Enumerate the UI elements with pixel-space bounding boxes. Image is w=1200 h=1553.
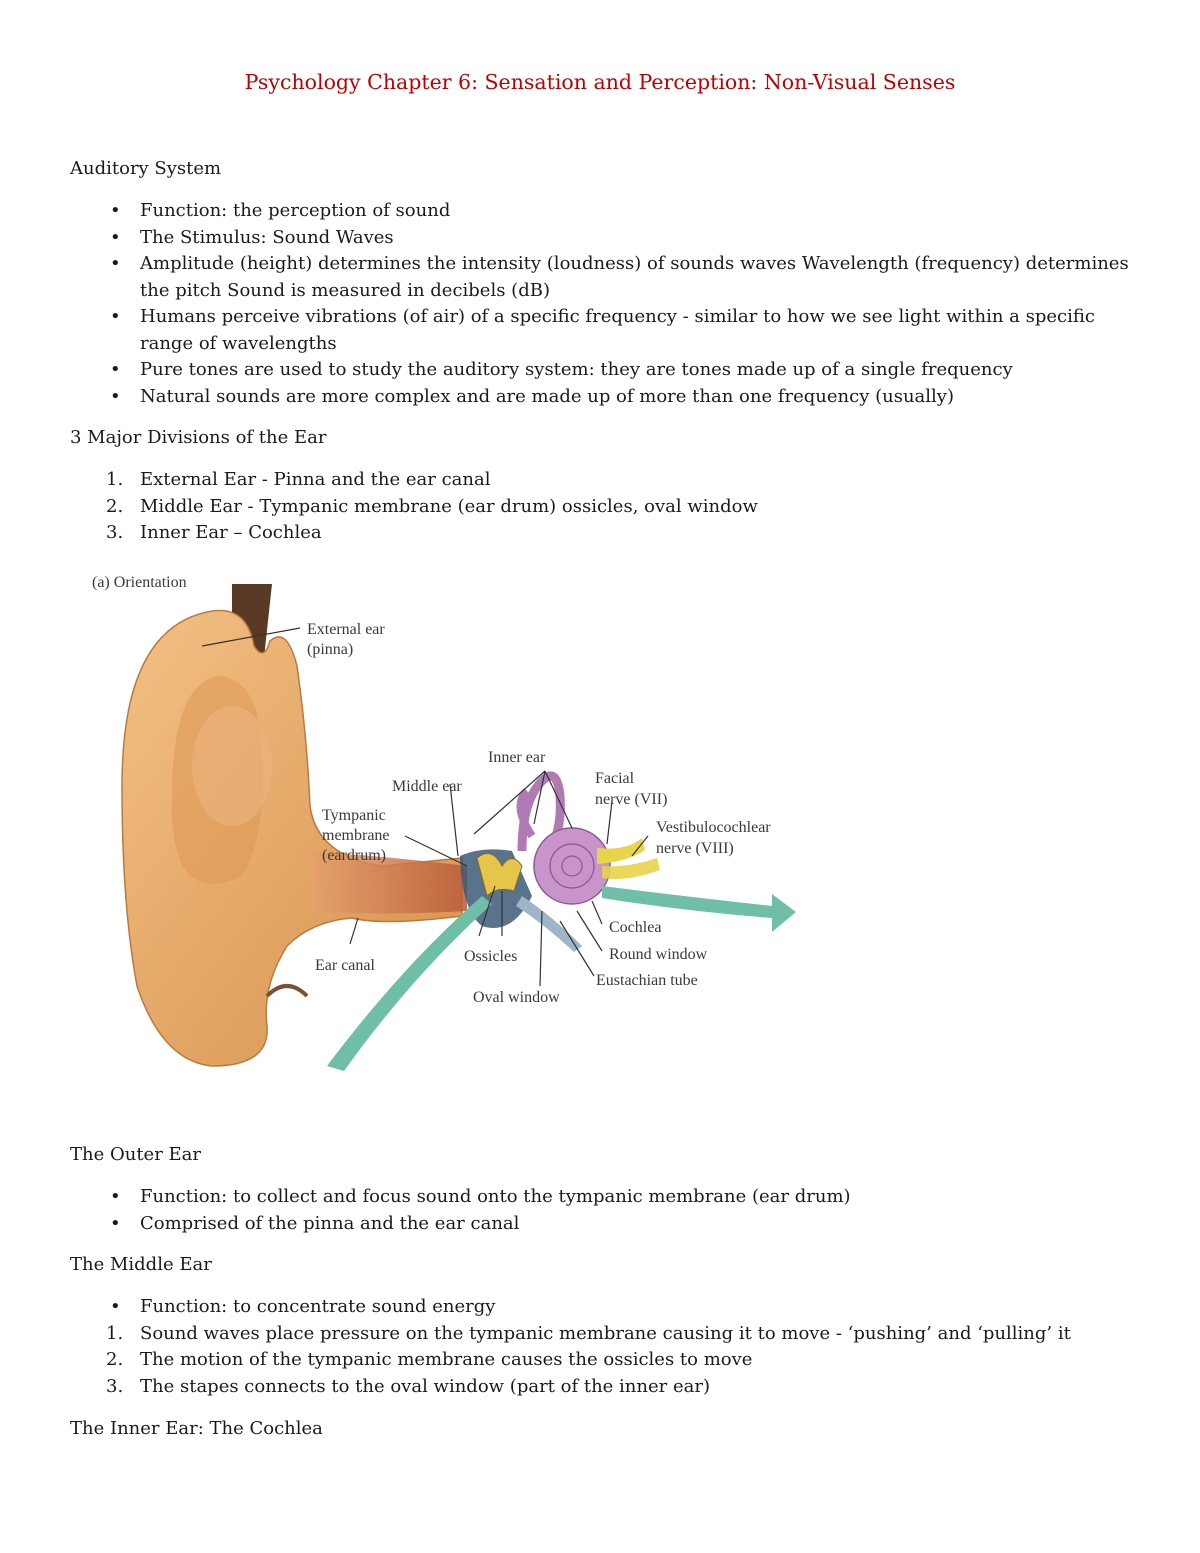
ear-diagram bbox=[82, 566, 802, 1072]
inner-heading: The Inner Ear: The Cochlea bbox=[70, 1418, 323, 1439]
list-item: • Pure tones are used to study the auditory system: they are tones made up of a single frequency bbox=[110, 359, 1013, 380]
nerve-shape bbox=[597, 838, 645, 864]
divisions-heading: 3 Major Divisions of the Ear bbox=[70, 427, 327, 448]
list-item: 3. Inner Ear – Cochlea bbox=[106, 522, 322, 543]
label-middle-ear: Middle ear bbox=[392, 778, 462, 795]
sound-arrow bbox=[327, 896, 492, 1071]
label-vestibulocochlear: Vestibulocochlear bbox=[656, 819, 771, 836]
concha bbox=[192, 706, 272, 826]
label-oval-window: Oval window bbox=[473, 989, 560, 1006]
label-round-window: Round window bbox=[609, 946, 708, 963]
label-pinna: (pinna) bbox=[307, 641, 354, 658]
list-item: 1. Sound waves place pressure on the tympanic membrane causing it to move - ‘pushing’ and ‘pulling’ it bbox=[106, 1322, 1071, 1344]
auditory-heading: Auditory System bbox=[70, 158, 222, 179]
outer-heading: The Outer Ear bbox=[70, 1144, 202, 1165]
label-eustachian-tube: Eustachian tube bbox=[596, 972, 698, 989]
ear-anatomy-figure bbox=[82, 566, 802, 1072]
label-ossicles: Ossicles bbox=[464, 948, 518, 965]
list-item: • Function: the perception of sound bbox=[110, 200, 451, 221]
page-title: Psychology Chapter 6: Sensation and Perception: Non-Visual Senses bbox=[244, 70, 956, 94]
list-item: • Function: to collect and focus sound onto the tympanic membrane (ear drum) bbox=[110, 1186, 851, 1207]
pinna-shape bbox=[122, 610, 462, 1066]
outer-list bbox=[70, 1184, 1150, 1237]
label-membrane: membrane bbox=[322, 827, 390, 844]
label-vestibulo-nerve: nerve (VIII) bbox=[656, 840, 734, 857]
list-item: 3. The stapes connects to the oval window (part of the inner ear) bbox=[106, 1375, 710, 1397]
label-cochlea: Cochlea bbox=[609, 919, 662, 936]
list-item: 2. Middle Ear - Tympanic membrane (ear drum) ossicles, oval window bbox=[106, 495, 758, 517]
figure-caption: (a) Orientation bbox=[92, 574, 187, 591]
list-item: • The Stimulus: Sound Waves bbox=[110, 226, 394, 248]
list-item: • Comprised of the pinna and the ear canal bbox=[110, 1212, 520, 1234]
auditory-list bbox=[70, 198, 1150, 410]
label-eardrum: (eardrum) bbox=[322, 847, 386, 864]
label-facial-nerve: nerve (VII) bbox=[595, 791, 668, 808]
list-item: • Amplitude (height) determines the intensity (loudness) of sounds waves Wavelength (frequency) determines the pitch Sound is measured in decibels (dB) bbox=[110, 253, 1129, 301]
label-external-ear: External ear bbox=[307, 621, 385, 638]
list-item: 1. External Ear - Pinna and the ear canal bbox=[106, 469, 491, 490]
label-inner-ear: Inner ear bbox=[488, 749, 546, 766]
middle-heading: The Middle Ear bbox=[70, 1254, 212, 1275]
divisions-list bbox=[70, 467, 1150, 547]
list-item: • Humans perceive vibrations (of air) of a specific frequency - similar to how we see light within a specific range of wavelengths bbox=[110, 306, 1095, 354]
label-facial: Facial bbox=[595, 770, 635, 787]
middle-list bbox=[70, 1294, 1150, 1400]
list-item: • Function: to concentrate sound energy bbox=[110, 1296, 496, 1317]
list-item: • Natural sounds are more complex and are made up of more than one frequency (usually) bbox=[110, 385, 954, 407]
label-tympanic: Tympanic bbox=[322, 807, 386, 824]
label-ear-canal: Ear canal bbox=[315, 957, 375, 974]
list-item: 2. The motion of the tympanic membrane causes the ossicles to move bbox=[106, 1349, 753, 1370]
